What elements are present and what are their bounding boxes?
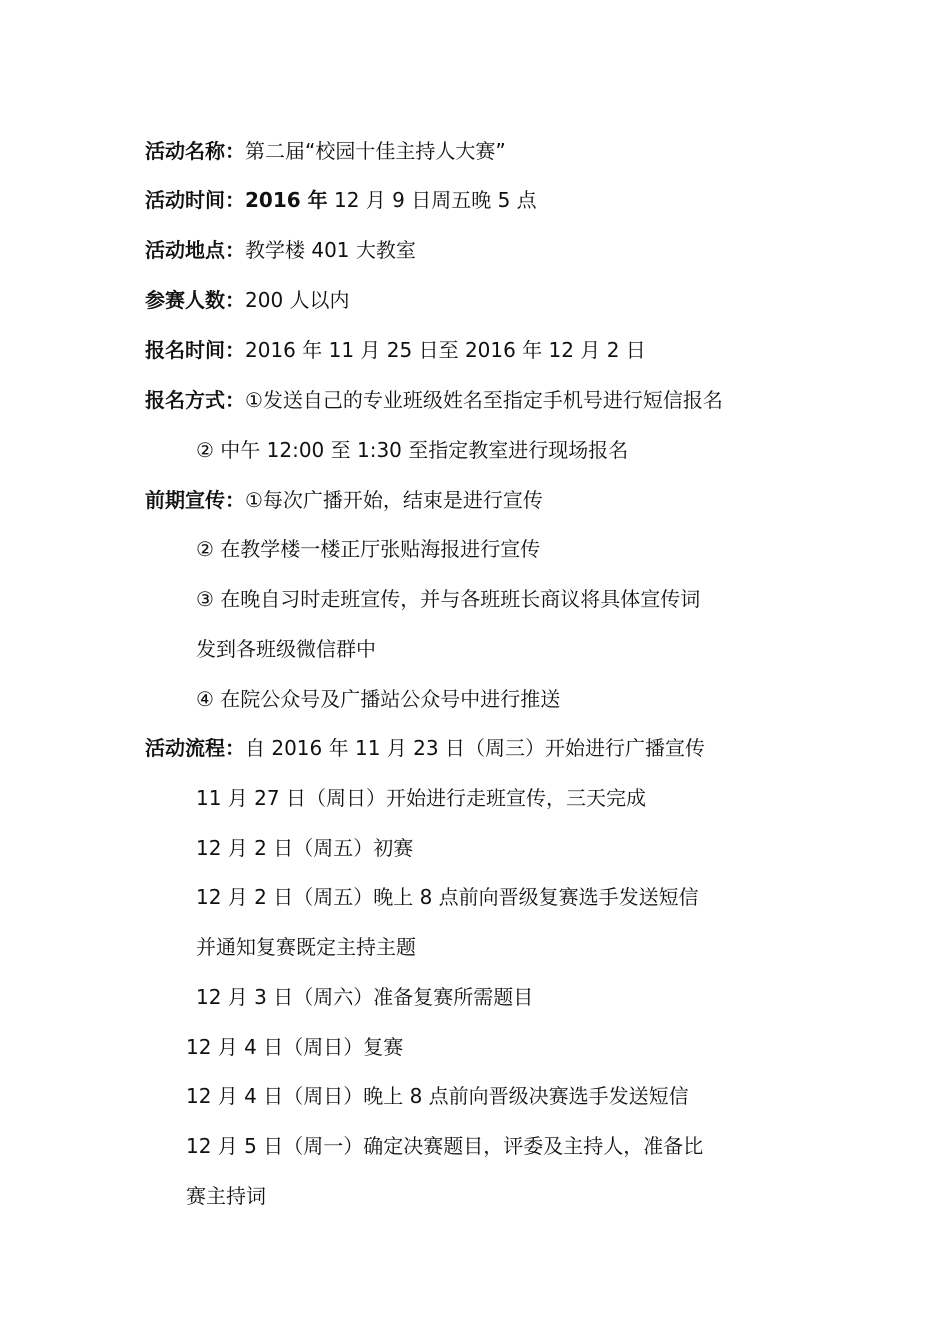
process-item-4: 12 月 2 日（周五）晚上 8 点前向晋级复赛选手发送短信 bbox=[196, 885, 699, 909]
registration-time-line bbox=[145, 336, 646, 364]
publicity-item-4: ④ 在院公众号及广播站公众号中进行推送 bbox=[196, 687, 561, 711]
process-item-1: 自 2016 年 11 月 23 日（周三）开始进行广播宣传 bbox=[245, 736, 705, 760]
participants-label: 参赛人数： bbox=[145, 288, 245, 312]
publicity-item-2: ② 在教学楼一楼正厅张贴海报进行宣传 bbox=[196, 537, 541, 561]
process-item-5: 12 月 3 日（周六）准备复赛所需题目 bbox=[196, 985, 534, 1009]
registration-method-item-1: ①发送自己的专业班级姓名至指定手机号进行短信报名 bbox=[245, 388, 723, 412]
activity-name-label: 活动名称： bbox=[145, 139, 245, 163]
activity-time-value: 12 月 9 日周五晚 5 点 bbox=[327, 188, 537, 212]
process-item-8: 12 月 5 日（周一）确定决赛题目，评委及主持人，准备比 bbox=[186, 1134, 704, 1158]
publicity-item-1: ①每次广播开始，结束是进行宣传 bbox=[245, 488, 543, 512]
activity-time-label: 活动时间： bbox=[145, 188, 245, 212]
publicity-line bbox=[145, 486, 543, 514]
activity-place-label: 活动地点： bbox=[145, 238, 245, 262]
process-label: 活动流程： bbox=[145, 736, 245, 760]
activity-place-value: 教学楼 401 大教室 bbox=[245, 238, 416, 262]
participants-line bbox=[145, 286, 350, 314]
registration-method-item-2: ② 中午 12:00 至 1:30 至指定教室进行现场报名 bbox=[196, 438, 629, 462]
registration-method-label: 报名方式： bbox=[145, 388, 245, 412]
process-item-8-continued: 赛主持词 bbox=[186, 1184, 266, 1208]
publicity-item-3: ③ 在晚自习时走班宣传，并与各班班长商议将具体宣传词 bbox=[196, 587, 701, 611]
activity-place-line bbox=[145, 236, 416, 264]
process-item-4-continued: 并通知复赛既定主持主题 bbox=[196, 935, 416, 959]
process-line bbox=[145, 734, 705, 762]
activity-time-year: 2016 年 bbox=[245, 188, 328, 212]
process-item-6: 12 月 4 日（周日）复赛 bbox=[186, 1035, 404, 1059]
activity-name-value: 第二届“校园十佳主持人大赛” bbox=[245, 139, 506, 163]
process-item-3: 12 月 2 日（周五）初赛 bbox=[196, 836, 414, 860]
process-item-7: 12 月 4 日（周日）晚上 8 点前向晋级决赛选手发送短信 bbox=[186, 1084, 689, 1108]
activity-time-line bbox=[145, 186, 537, 214]
publicity-label: 前期宣传： bbox=[145, 488, 245, 512]
process-item-2: 11 月 27 日（周日）开始进行走班宣传，三天完成 bbox=[196, 786, 646, 810]
registration-time-label: 报名时间： bbox=[145, 338, 245, 362]
participants-value: 200 人以内 bbox=[245, 288, 350, 312]
registration-time-value: 2016 年 11 月 25 日至 2016 年 12 月 2 日 bbox=[245, 338, 646, 362]
registration-method-line bbox=[145, 386, 723, 414]
activity-name-line bbox=[145, 137, 506, 165]
publicity-item-3-continued: 发到各班级微信群中 bbox=[196, 637, 376, 661]
